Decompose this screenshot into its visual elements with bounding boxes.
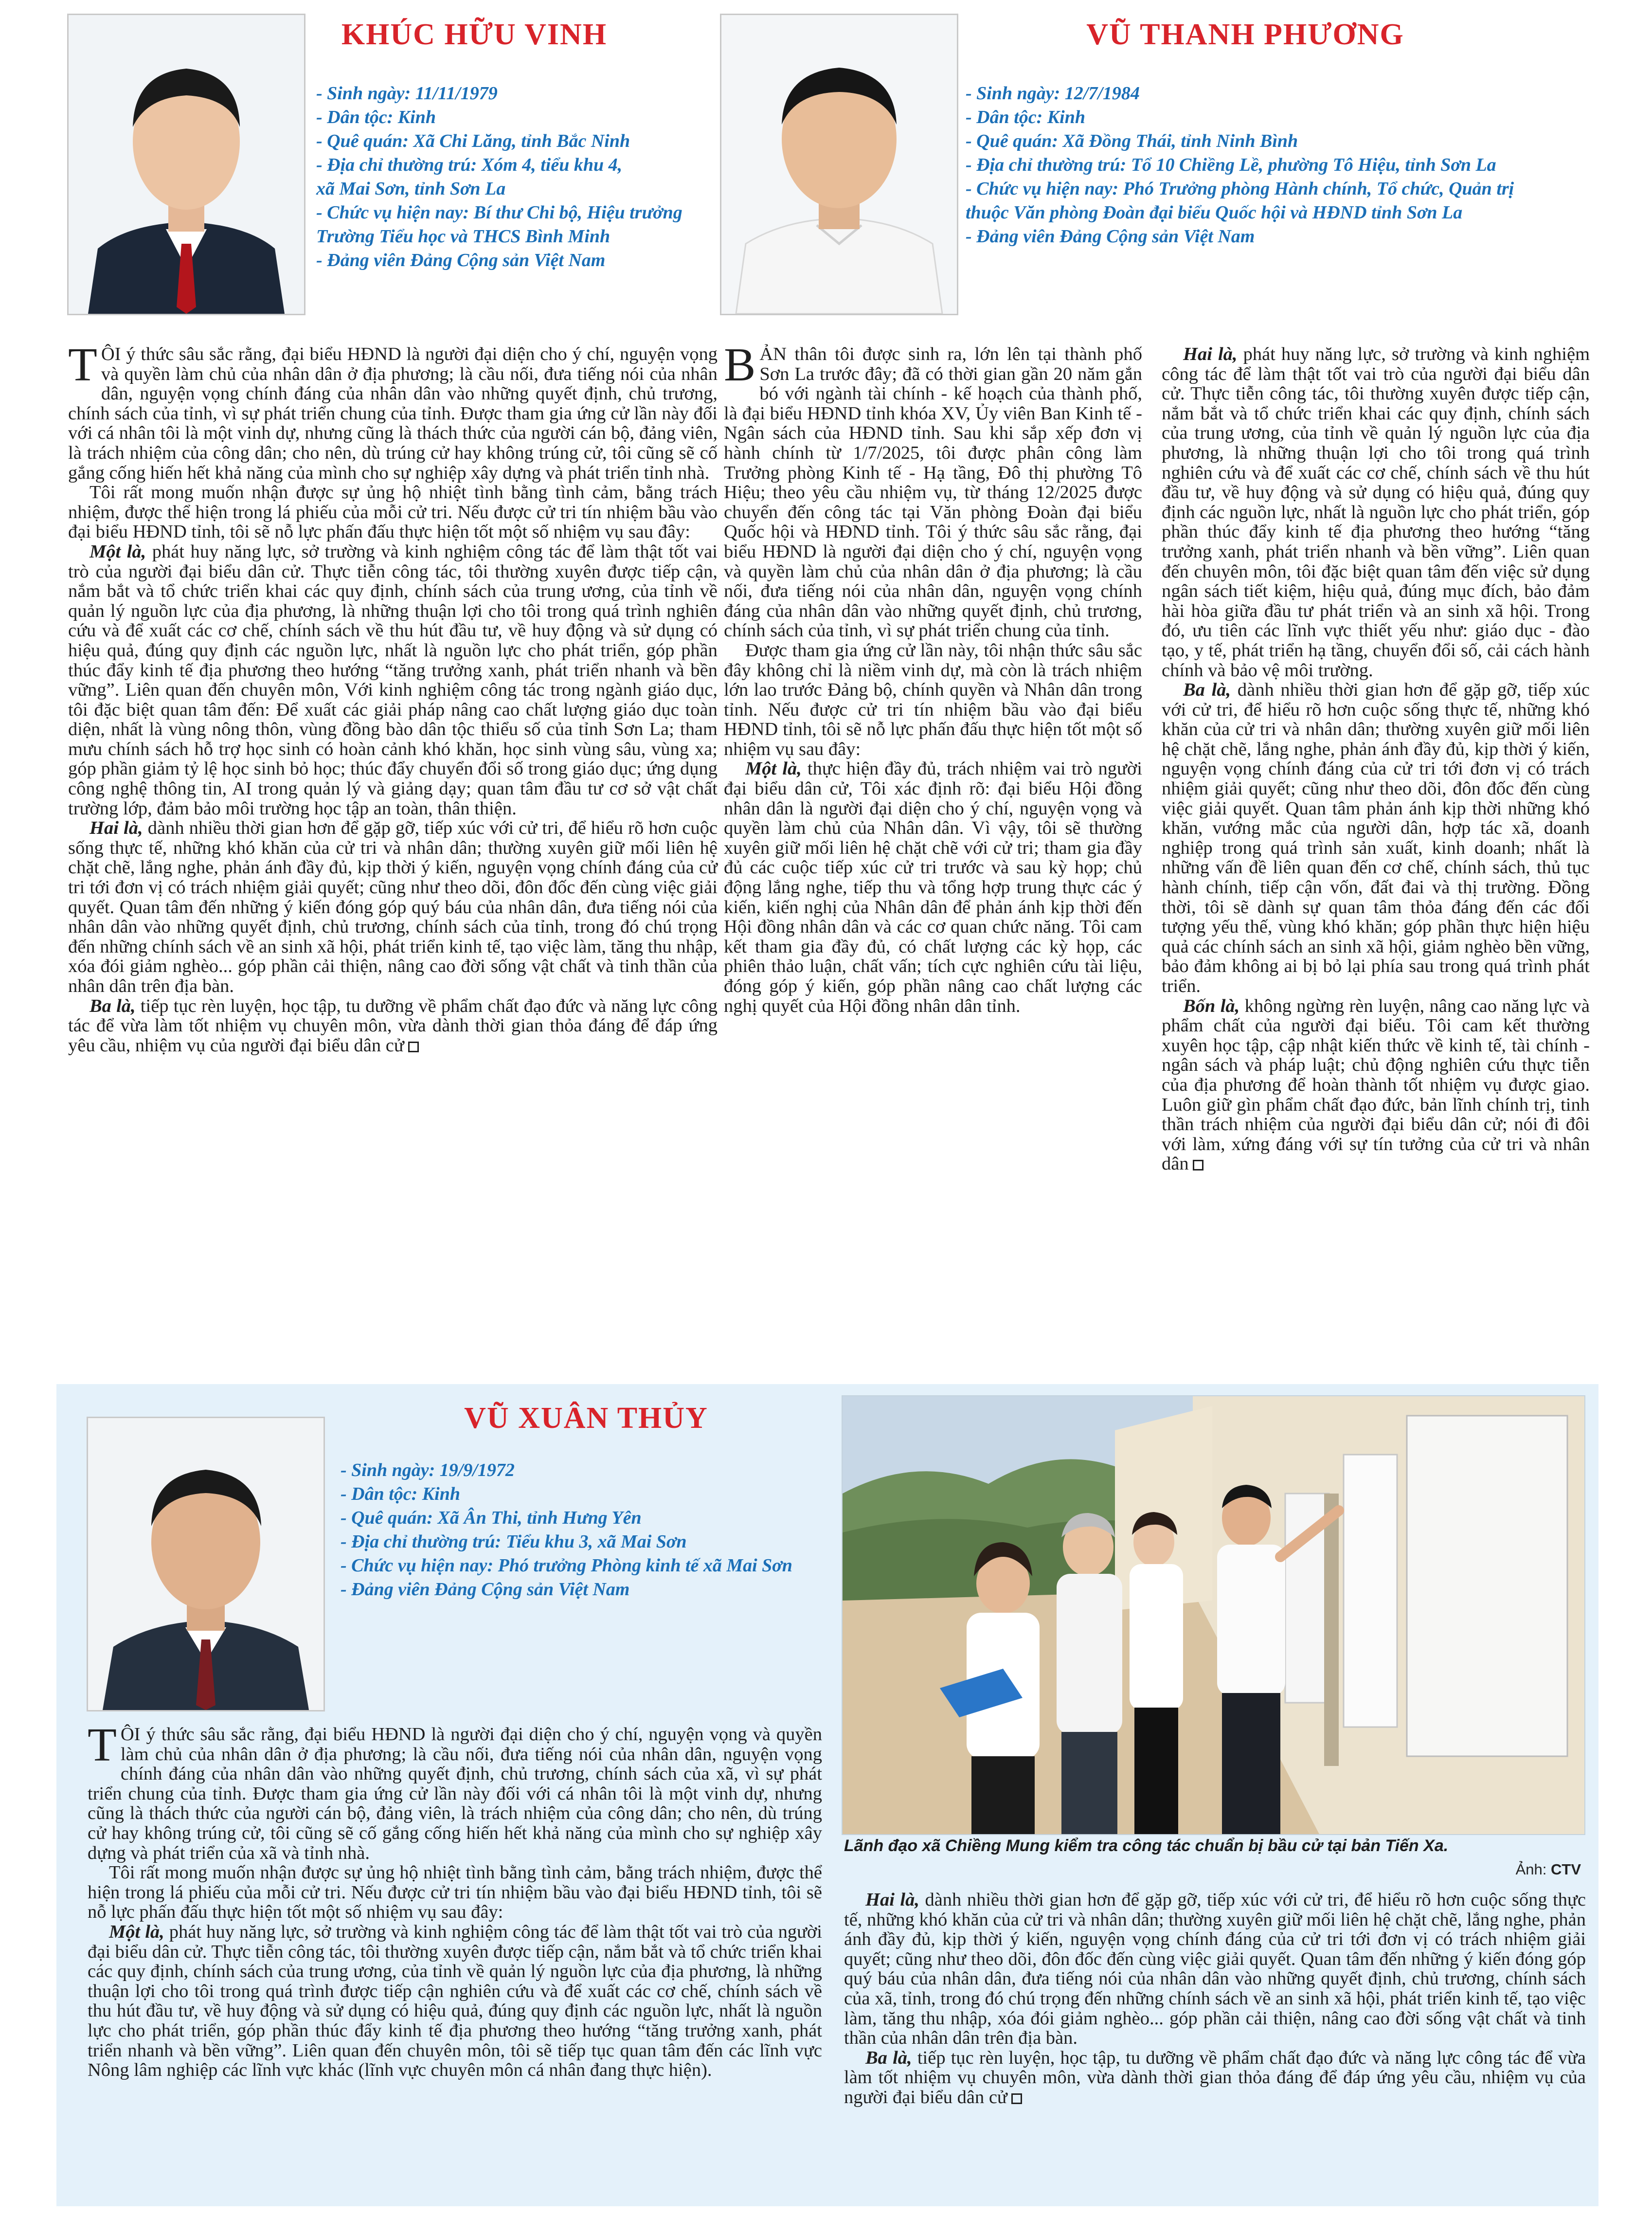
news-photo — [842, 1395, 1585, 1835]
paragraph: TÔI ý thức sâu sắc rằng, đại biểu HĐND là người đại diện cho ý chí, nguyện vọng và quyền làm chủ của nhân dân ở địa phương; là cầu nối, đưa tiếng nói của nhân dân, nguyện vọng chính đáng của nhân dân vào những quyết định, chủ trương, chính sách của tỉnh, vì sự phát triển chung của tỉnh. Được tham gia ứng cử lần này đối với cá nhân tôi là một vinh dự, nhưng cũng là thách thức của người cán bộ, đảng viên, là trách nhiệm của công dân; cho nên, dù trúng cử hay không trúng cử, tôi cũng sẽ cố gắng cống hiến hết khả năng của mình cho sự nghiệp xây dựng và phát triển tỉnh nhà. — [68, 339, 718, 483]
info-line: - Dân tộc: Kinh — [966, 107, 1085, 127]
candidate-name: VŨ XUÂN THỦY — [464, 1402, 708, 1435]
portrait-photo — [721, 15, 957, 314]
end-mark-icon — [1193, 1160, 1203, 1171]
end-mark-icon — [408, 1042, 419, 1052]
portrait-vu-thanh-phuong — [720, 14, 958, 315]
portrait-photo — [88, 1418, 323, 1710]
paragraph: Một là, thực hiện đầy đủ, trách nhiệm vai trò người đại biểu dân cử, Tôi xác định rõ: đại biểu Hội đồng nhân dân là người đại diện cho ý chí, nguyện vọng và quyền làm chủ của Nhân dân. Vì vậy, tôi sẽ thường xuyên giữ mối liên hệ chặt chẽ với cử tri; tham gia đầy đủ các cuộc tiếp xúc cử tri trước và sau kỳ họp; chủ động lắng nghe, tiếp thu và tổng hợp trung thực các ý kiến, kiến nghị của Nhân dân để phản ánh kịp thời đến Hội đồng nhân dân và các cơ quan chức năng. Tôi cam kết tham gia đầy đủ, có chất lượng các kỳ họp, các phiên thảo luận, chất vấn; tích cực nghiên cứu tài liệu, đóng góp ý kiến, góp phần nâng cao chất lượng các nghị quyết của Hội đồng nhân dân tỉnh. — [724, 758, 1142, 1016]
paragraph: Hai là, dành nhiều thời gian hơn để gặp gỡ, tiếp xúc với cử tri, để hiểu rõ hơn cuộc sống thực tế, những khó khăn của cử tri và nhân dân; thường xuyên giữ mối liên hệ chặt chẽ, lắng nghe, phản ánh đầy đủ, kịp thời ý kiến, nguyện vọng chính đáng của cử tri tới đơn vị có trách nhiệm giải quyết; cũng như theo dõi, đôn đốc đến cùng việc giải quyết. Quan tâm đến những ý kiến đóng góp quý báu của nhân dân, đưa tiếng nói của nhân dân vào những quyết định, chủ trương, chính sách của tỉnh, trong đó chú trọng đến những chính sách về an sinh xã hội, phát triển kinh tế, tạo việc làm, tăng thu nhập, xóa đói giảm nghèo... góp phần cải thiện, nâng cao đời sống vật chất và tinh thần của nhân dân trên địa bàn. — [68, 818, 718, 996]
paragraph: Hai là, dành nhiều thời gian hơn để gặp gỡ, tiếp xúc với cử tri, để hiểu rõ hơn cuộc sống thực tế, những khó khăn của cử tri và nhân dân; thường xuyên giữ mối liên hệ chặt chẽ, lắng nghe, phản ánh đầy đủ, kịp thời ý kiến, nguyện vọng chính đáng của cử tri tới đơn vị có trách nhiệm giải quyết; cũng như theo dõi, đôn đốc đến cùng việc giải quyết. Quan tâm đến những ý kiến đóng góp quý báu của nhân dân, đưa tiếng nói của nhân dân vào những quyết định, chủ trương, chính sách của xã, tỉnh, trong đó chú trọng đến những chính sách về an sinh xã hội, phát triển kinh tế, tạo việc làm, tăng thu nhập, xóa đói giảm nghèo... góp phần cải thiện, nâng cao đời sống vật chất và tinh thần của nhân dân trên địa bàn. — [844, 1890, 1586, 2049]
drop-cap: B — [724, 339, 756, 391]
photo-credit-label: Ảnh: — [1515, 1861, 1547, 1878]
paragraph: TÔI ý thức sâu sắc rằng, đại biểu HĐND là người đại diện cho ý chí, nguyện vọng và quyền làm chủ của nhân dân ở địa phương; là cầu nối, đưa tiếng nói của nhân dân, nguyện vọng chính đáng của nhân dân vào những quyết định, chủ trương, chính sách của xã, vì sự phát triển chung của tỉnh. Được tham gia ứng cử lần này đối với cá nhân tôi là một vinh dự, nhưng cũng là thách thức của người cán bộ, đảng viên, là trách nhiệm của công dân; cho nên, dù trúng cử hay không trúng cử, tôi cũng sẽ cố gắng cống hiến hết khả năng của mình cho sự nghiệp xây dựng và phát triển của xã và tỉnh nhà. — [88, 1719, 822, 1863]
info-line: - Đảng viên Đảng Cộng sản Việt Nam — [316, 250, 606, 270]
candidate-info — [966, 82, 1613, 249]
end-mark-icon — [1011, 2093, 1022, 2104]
info-line: - Quê quán: Xã Chi Lăng, tỉnh Bắc Ninh — [316, 131, 630, 151]
info-line: - Chức vụ hiện nay: Phó Trưởng phòng Hành chính, Tổ chức, Quản trị — [966, 179, 1514, 199]
article-body-right-column — [1162, 344, 1590, 1347]
paragraph: Được tham gia ứng cử lần này, tôi nhận thức sâu sắc đây không chỉ là niềm vinh dự, mà còn là trách nhiệm lớn lao trước Đảng bộ, chính quyền và Nhân dân trong tỉnh. Nếu được cử tri tín nhiệm bầu vào đại biểu HĐND tỉnh, tôi sẽ nỗ lực phấn đấu thực hiện tốt một số nhiệm vụ sau đây: — [724, 640, 1142, 759]
info-line: - Sinh ngày: 12/7/1984 — [966, 83, 1140, 104]
paragraph: Tôi rất mong muốn nhận được sự ủng hộ nhiệt tình bằng tình cảm, bằng trách nhiệm, được thể hiện trong lá phiếu của mỗi cử tri. Nếu được cử tri tín nhiệm bầu vào đại biểu HĐND tỉnh, tôi sẽ nỗ lực phấn đấu thực hiện tốt một số nhiệm vụ sau đây: — [88, 1862, 822, 1923]
photo-credit-name: CTV — [1551, 1861, 1581, 1878]
info-line: - Địa chỉ thường trú: Xóm 4, tiểu khu 4, — [316, 155, 623, 175]
paragraph: Bốn là, không ngừng rèn luyện, nâng cao năng lực và phẩm chất của người đại biểu. Tôi cam kết thường xuyên học tập, cập nhật kiến thức về kinh tế, tài chính - ngân sách và pháp luật; chủ động nghiên cứu thực tiễn của địa phương để hoàn thành tốt nhiệm vụ được giao. Luôn giữ gìn phẩm chất đạo đức, bản lĩnh chính trị, tinh thần trách nhiệm của người đại biểu dân cử; nói đi đôi với làm, xứng đáng với sự tín tưởng của cử tri và nhân dân — [1162, 995, 1590, 1174]
portrait-khuc-huu-vinh — [67, 14, 305, 315]
candidate-info — [341, 1459, 842, 1602]
paragraph: Ba là, tiếp tục rèn luyện, học tập, tu dưỡng về phẩm chất đạo đức và năng lực công tác để vừa làm tốt nhiệm vụ chuyên môn, vừa dành thời gian thỏa đáng để đáp ứng yêu cầu, nhiệm vụ của người đại biểu dân cử — [844, 2047, 1586, 2107]
info-line: - Đảng viên Đảng Cộng sản Việt Nam — [966, 226, 1255, 247]
drop-cap: T — [68, 339, 97, 391]
portrait-photo — [69, 15, 304, 314]
article-body — [68, 339, 718, 1347]
article-body-right-column — [844, 1890, 1586, 2201]
info-line: thuộc Văn phòng Đoàn đại biểu Quốc hội và HĐND tỉnh Sơn La — [966, 202, 1463, 223]
info-line: - Địa chỉ thường trú: Tiểu khu 3, xã Mai Sơn — [341, 1531, 687, 1552]
portrait-vu-xuan-thuy — [87, 1417, 325, 1711]
info-line: - Dân tộc: Kinh — [341, 1484, 460, 1504]
drop-cap: T — [88, 1719, 117, 1771]
candidate-info — [316, 82, 715, 272]
info-line: xã Mai Sơn, tỉnh Sơn La — [316, 179, 506, 199]
paragraph: Một là, phát huy năng lực, sở trường và kinh nghiệm công tác để làm thật tốt vai trò của người đại biểu dân cử. Thực tiễn công tác, tôi thường xuyên được tiếp cận, nắm bắt và tổ chức triển khai các quy định, chính sách của trung ương, của tỉnh về quản lý nguồn lực của địa phương, là những thuận lợi cho tôi trong quá trình được tiếp cận nghiên cứu và để xuất các cơ chế, chính sách về thu hút đầu tư, về huy động và sử dụng có hiệu quả, đúng quy định các nguồn lực, nhất là nguồn lực cho phát triển, góp phần thúc đẩy kinh tế địa phương theo hướng “tăng trưởng xanh, phát triển nhanh và bền vững”. Liên quan đến chuyên môn, tôi sẽ tiếp tục quan tâm đến các lĩnh vực Nông lâm nghiệp các lĩnh vực khác (lĩnh vực chuyên môn cá nhân đang thực hiện). — [88, 1921, 822, 2081]
candidate-name: VŨ THANH PHƯƠNG — [1086, 18, 1404, 51]
article-body-left-column — [724, 339, 1142, 1347]
info-line: Trường Tiểu học và THCS Bình Minh — [316, 226, 611, 247]
article-body-left-column — [88, 1719, 822, 2201]
candidate-name: KHÚC HỮU VINH — [341, 18, 608, 51]
news-photo-image — [843, 1396, 1584, 1834]
photo-credit — [1411, 1861, 1581, 1878]
paragraph: BẢN thân tôi được sinh ra, lớn lên tại thành phố Sơn La trước đây; đã có thời gian gần 20 năm gắn bó với ngành tài chính - kế hoạch của thành phố, là đại biểu HĐND tỉnh khóa XV, Ủy viên Ban Kinh tế - Ngân sách của HĐND tỉnh. Sau khi sắp xếp đơn vị hành chính từ 1/7/2025, tôi được phân công làm Trưởng phòng Kinh tế - Hạ tầng, Đô thị phường Tô Hiệu; theo yêu cầu nhiệm vụ, từ tháng 12/2025 được chuyển đến công tác tại Văn phòng Đoàn đại biểu Quốc hội và HĐND tỉnh. Tôi ý thức sâu sắc rằng, đại biểu HĐND là người đại diện cho ý chí, nguyện vọng và quyền làm chủ của nhân dân ở địa phương; là cầu nối, đưa tiếng nói của nhân dân, nguyện vọng chính đáng của nhân dân vào những quyết định, chủ trương, chính sách của tỉnh, vì sự phát triển chung của tỉnh. — [724, 339, 1142, 641]
info-line: - Sinh ngày: 11/11/1979 — [316, 83, 498, 104]
info-line: - Chức vụ hiện nay: Bí thư Chi bộ, Hiệu trưởng — [316, 202, 682, 223]
info-line: - Sinh ngày: 19/9/1972 — [341, 1460, 515, 1480]
paragraph: Ba là, dành nhiều thời gian hơn để gặp gỡ, tiếp xúc với cử tri, để hiểu rõ hơn cuộc sống thực tế, những khó khăn của cử tri và nhân dân; thường xuyên giữ mối liên hệ chặt chẽ, lắng nghe, phản ánh đầy đủ, kịp thời ý kiến, nguyện vọng chính đáng của cử tri tới đơn vị có trách nhiệm giải quyết; cũng như theo dõi, đôn đốc đến cùng việc giải quyết. Quan tâm phản ánh kịp thời những khó khăn, vướng mắc của người dân, hợp tác xã, doanh nghiệp trong quá trình sản xuất, kinh doanh; nhất là những vấn đề liên quan đến cơ chế, chính sách, thủ tục hành chính, tiếp cận vốn, đất đai và thị trường. Đồng thời, tôi sẽ dành sự quan tâm thỏa đáng đến các đối tượng yếu thế, vùng khó khăn; góp phần thực hiện hiệu quả các chính sách an sinh xã hội, giảm nghèo bền vững, bảo đảm không ai bị bỏ lại phía sau trong quá trình phát triển. — [1162, 680, 1590, 996]
photo-caption: Lãnh đạo xã Chiềng Mung kiểm tra công tác chuẩn bị bầu cử tại bản Tiến Xa. — [844, 1837, 1449, 1855]
paragraph: Tôi rất mong muốn nhận được sự ủng hộ nhiệt tình bằng tình cảm, bằng trách nhiệm, được thể hiện trong lá phiếu của mỗi cử tri. Nếu được cử tri tín nhiệm bầu vào đại biểu HĐND tỉnh, tôi sẽ nỗ lực phấn đấu thực hiện tốt một số nhiệm vụ sau đây: — [68, 482, 718, 542]
paragraph: Ba là, tiếp tục rèn luyện, học tập, tu dưỡng về phẩm chất đạo đức và năng lực công tác để vừa làm tốt nhiệm vụ chuyên môn, vừa dành thời gian thỏa đáng để đáp ứng yêu cầu, nhiệm vụ của người đại biểu dân cử — [68, 995, 718, 1056]
paragraph: Hai là, phát huy năng lực, sở trường và kinh nghiệm công tác để làm thật tốt vai trò của người đại biểu dân cử. Thực tiễn công tác, tôi thường xuyên được tiếp cận, nắm bắt và tổ chức triển khai các quy định, chính sách của trung ương, của tỉnh về quản lý nguồn lực của địa phương, là những thuận lợi cho tôi trong quá trình nghiên cứu và để xuất các cơ chế, chính sách về thu hút đầu tư, về huy động và sử dụng có hiệu quả, đúng quy định các nguồn lực, nhất là nguồn lực cho phát triển, góp phần thúc đẩy kinh tế địa phương theo hướng “tăng trưởng xanh, phát triển nhanh và bền vững”. Liên quan đến chuyên môn, tôi đặc biệt quan tâm đến việc sử dụng ngân sách tiết kiệm, hiệu quả, đúng mục đích, bảo đảm hài hòa giữa đầu tư phát triển và an sinh xã hội. Trong đó, ưu tiên các lĩnh vực thiết yếu như: giáo dục - đào tạo, y tế, phát triển hạ tầng, chuyển đổi số, cải cách hành chính và bảo vệ môi trường. — [1162, 344, 1590, 681]
info-line: - Địa chỉ thường trú: Tổ 10 Chiềng Lề, phường Tô Hiệu, tỉnh Sơn La — [966, 155, 1496, 175]
paragraph: Một là, phát huy năng lực, sở trường và kinh nghiệm công tác để làm thật tốt vai trò của người đại biểu dân cử. Thực tiễn công tác, tôi thường xuyên được tiếp cận, nắm bắt và tổ chức triển khai các quy định, chính sách của trung ương, của tỉnh về quản lý nguồn lực của địa phương, là những thuận lợi cho tôi trong quá trình nghiên cứu và để xuất các cơ chế, chính sách về thu hút đầu tư, về huy động và sử dụng có hiệu quả, đúng quy định các nguồn lực, nhất là nguồn lực cho phát triển, góp phần thúc đẩy kinh tế địa phương theo hướng “tăng trưởng xanh, phát triển nhanh và bền vững”. Liên quan đến chuyên môn, Với kinh nghiệm công tác trong ngành giáo dục, tôi đặc biệt quan tâm đến: Để xuất các giải pháp nâng cao chất lượng giáo dục toàn diện, nhất là vùng nông thôn, vùng đồng bào dân tộc thiểu số của tỉnh Sơn La; tham mưu chính sách hỗ trợ học sinh có hoàn cảnh khó khăn, học sinh vùng sâu, vùng xa; góp phần giảm tỷ lệ học sinh bỏ học; thúc đẩy chuyển đổi số trong giáo dục; ứng dụng công nghệ thông tin, AI trong quản lý và giảng dạy; quan tâm đầu tư cơ sở vật chất trường lớp, đảm bảo môi trường học tập an toàn, thân thiện. — [68, 541, 718, 819]
info-line: - Đảng viên Đảng Cộng sản Việt Nam — [341, 1579, 630, 1600]
info-line: - Chức vụ hiện nay: Phó trưởng Phòng kinh tế xã Mai Sơn — [341, 1555, 792, 1576]
info-line: - Quê quán: Xã Ân Thi, tỉnh Hưng Yên — [341, 1508, 642, 1528]
info-line: - Dân tộc: Kinh — [316, 107, 436, 127]
info-line: - Quê quán: Xã Đồng Thái, tỉnh Ninh Bình — [966, 131, 1298, 151]
